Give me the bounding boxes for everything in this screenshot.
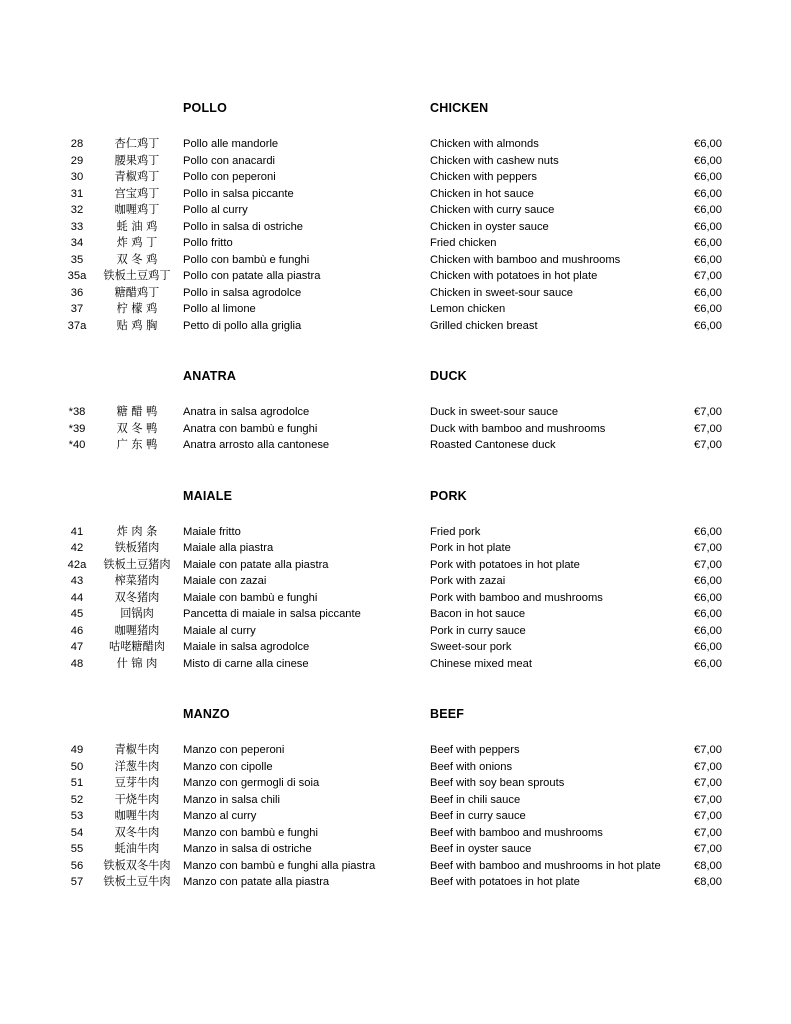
item-name-chinese: 贴 鸡 胸 (116, 318, 158, 332)
item-price: €6,00 (694, 171, 722, 183)
item-name-english: Chicken with bamboo and mushrooms (430, 253, 621, 266)
item-name-english: Duck with bamboo and mushrooms (430, 422, 606, 435)
menu-item-row (0, 590, 791, 607)
item-price: €7,00 (694, 406, 722, 418)
item-name-chinese: 咕咾糖醋肉 (109, 640, 165, 653)
item-number: 45 (70, 608, 84, 620)
item-name-italian: Pancetta di maiale in salsa piccante (183, 608, 361, 620)
section-title-italian: ANATRA (183, 369, 237, 383)
item-price: €6,00 (694, 253, 722, 266)
item-price: €6,00 (694, 641, 722, 653)
item-name-english: Sweet-sour pork (430, 641, 512, 653)
item-number: 51 (70, 777, 84, 789)
item-name-italian: Pollo con patate alla piastra (183, 270, 321, 282)
menu-section-maiale (0, 488, 791, 673)
item-price: €7,00 (694, 439, 722, 451)
item-name-chinese: 炸 肉 条 (116, 524, 158, 538)
item-name-english: Chicken in oyster sauce (430, 220, 549, 233)
item-name-chinese: 柠 檬 鸡 (116, 302, 158, 315)
item-number: 48 (70, 657, 84, 670)
item-number: 42 (70, 542, 84, 554)
menu-item-row (0, 858, 791, 875)
item-name-italian: Anatra con bambù e funghi (183, 422, 318, 435)
item-name-chinese: 铁板猪肉 (114, 541, 160, 554)
menu-item-row (0, 874, 791, 891)
item-number: *40 (68, 439, 86, 451)
item-number: 41 (70, 525, 84, 538)
item-number: 43 (70, 575, 84, 587)
item-name-english: Fried chicken (430, 237, 497, 249)
item-name-italian: Manzo al curry (183, 810, 257, 822)
menu-section-anatra (0, 368, 791, 454)
menu-item-row (0, 606, 791, 623)
item-name-chinese: 铁板土豆鸡丁 (103, 269, 171, 282)
section-spacer (0, 334, 791, 368)
item-price: €7,00 (694, 270, 722, 282)
menu-item-row (0, 153, 791, 170)
item-name-english: Beef with potatoes in hot plate (430, 876, 580, 888)
section-spacer (0, 672, 791, 706)
menu-item-row (0, 742, 791, 759)
menu-item-row (0, 219, 791, 236)
item-number: 36 (70, 286, 84, 299)
menu-item-row (0, 169, 791, 186)
item-name-italian: Pollo al curry (183, 204, 248, 216)
section-header (0, 100, 791, 122)
item-name-italian: Maiale con bambù e funghi (183, 591, 318, 604)
item-name-english: Beef with onions (430, 760, 513, 773)
item-name-chinese: 豆芽牛肉 (114, 776, 160, 789)
item-name-italian: Manzo in salsa di ostriche (183, 843, 312, 855)
item-name-chinese: 洋葱牛肉 (114, 759, 160, 773)
item-name-italian: Petto di pollo alla griglia (183, 319, 302, 332)
item-name-italian: Pollo in salsa piccante (183, 187, 294, 200)
item-name-italian: Manzo con patate alla piastra (183, 876, 330, 888)
menu-item-row (0, 285, 791, 302)
item-name-english: Pork with zazai (430, 575, 506, 587)
section-title-italian: POLLO (183, 101, 228, 115)
item-price: €6,00 (694, 220, 722, 233)
item-name-english: Chicken in sweet-sour sauce (430, 286, 574, 299)
item-number: 52 (70, 793, 84, 806)
item-name-chinese: 糖 醋 鸭 (116, 405, 158, 418)
item-name-italian: Maiale con patate alla piastra (183, 558, 329, 571)
item-number: 49 (70, 744, 84, 756)
item-number: 33 (70, 220, 84, 233)
item-price: €6,00 (694, 286, 722, 299)
item-name-italian: Maiale in salsa agrodolce (183, 641, 310, 653)
item-name-english: Beef with bamboo and mushrooms (430, 826, 603, 839)
item-number: 46 (70, 624, 84, 637)
item-price: €8,00 (694, 876, 722, 888)
menu-item-row (0, 808, 791, 825)
item-name-italian: Anatra in salsa agrodolce (183, 406, 310, 418)
item-name-chinese: 杏仁鸡丁 (114, 137, 160, 150)
item-number: 47 (70, 641, 84, 653)
menu-section-pollo (0, 100, 791, 334)
item-name-italian: Anatra arrosto alla cantonese (183, 439, 330, 451)
item-name-english: Chicken in hot sauce (430, 187, 534, 200)
item-name-chinese: 咖喱猪肉 (114, 623, 160, 637)
item-name-chinese: 回锅肉 (120, 607, 154, 620)
item-number: 29 (70, 154, 84, 167)
item-name-english: Fried pork (430, 525, 481, 538)
menu-item-row (0, 557, 791, 574)
item-name-chinese: 咖喱牛肉 (114, 809, 160, 822)
menu-section-manzo (0, 706, 791, 891)
item-name-italian: Maiale fritto (183, 525, 241, 538)
menu-item-row (0, 252, 791, 269)
item-name-italian: Maiale con zazai (183, 575, 267, 587)
item-price: €6,00 (694, 591, 722, 604)
item-name-english: Chicken with curry sauce (430, 204, 555, 216)
item-name-chinese: 干烧牛肉 (114, 792, 160, 806)
item-price: €7,00 (694, 744, 722, 756)
section-title-italian: MAIALE (183, 488, 233, 503)
section-title-english: PORK (430, 488, 467, 503)
item-name-italian: Pollo in salsa di ostriche (183, 220, 304, 233)
item-name-chinese: 广 东 鸭 (116, 438, 158, 451)
item-price: €7,00 (694, 810, 722, 822)
menu-item-row (0, 202, 791, 219)
item-name-italian: Pollo in salsa agrodolce (183, 286, 302, 299)
item-name-chinese: 榨菜猪肉 (114, 574, 160, 587)
item-name-italian: Manzo con cipolle (183, 760, 273, 773)
item-name-chinese: 什 锦 肉 (116, 656, 158, 670)
item-number: 37 (70, 303, 84, 315)
menu-item-row (0, 792, 791, 809)
item-name-italian: Manzo con germogli di soia (183, 777, 320, 789)
item-name-english: Beef in chili sauce (430, 793, 521, 806)
item-name-english: Beef with soy bean sprouts (430, 777, 565, 789)
menu-item-list (0, 742, 791, 891)
item-name-english: Bacon in hot sauce (430, 608, 526, 620)
item-name-english: Beef in oyster sauce (430, 843, 532, 855)
menu-item-list (0, 404, 791, 454)
item-name-chinese: 铁板双冬牛肉 (103, 858, 171, 872)
menu-item-row (0, 841, 791, 858)
item-name-italian: Manzo con bambù e funghi (183, 826, 318, 839)
item-name-italian: Misto di carne alla cinese (183, 657, 309, 670)
section-header (0, 488, 791, 510)
item-price: €6,00 (694, 187, 722, 200)
item-name-english: Roasted Cantonese duck (430, 439, 556, 451)
section-title-english: CHICKEN (430, 101, 489, 115)
menu-item-row (0, 404, 791, 421)
section-title-english: BEEF (430, 707, 465, 721)
item-name-english: Chicken with peppers (430, 171, 537, 183)
item-name-chinese: 咖喱鸡丁 (114, 203, 160, 216)
menu-item-row (0, 301, 791, 318)
item-price: €6,00 (694, 204, 722, 216)
item-number: 37a (67, 319, 87, 332)
item-name-chinese: 蚝 油 鸡 (116, 219, 158, 233)
item-price: €6,00 (694, 237, 722, 249)
menu-item-list (0, 136, 791, 334)
item-name-chinese: 双 冬 鸭 (116, 421, 158, 435)
menu-item-row (0, 235, 791, 252)
item-number: 28 (70, 138, 84, 150)
item-name-english: Chicken with potatoes in hot plate (430, 270, 598, 282)
item-number: 31 (70, 187, 84, 200)
section-header (0, 368, 791, 390)
menu-item-row (0, 540, 791, 557)
section-spacer (0, 454, 791, 488)
item-price: €6,00 (694, 303, 722, 315)
item-number: 42a (67, 558, 87, 571)
menu-item-row (0, 136, 791, 153)
item-name-english: Pork in curry sauce (430, 624, 526, 637)
menu-item-row (0, 421, 791, 438)
item-name-english: Pork with potatoes in hot plate (430, 558, 580, 571)
item-name-italian: Pollo alle mandorle (183, 138, 279, 150)
item-name-chinese: 宫宝鸡丁 (114, 186, 160, 200)
item-number: 53 (70, 810, 84, 822)
item-number: 57 (70, 876, 84, 888)
item-number: 56 (70, 859, 84, 872)
item-name-italian: Pollo fritto (183, 237, 233, 249)
item-name-chinese: 蚝油牛肉 (114, 842, 160, 855)
item-price: €6,00 (694, 657, 722, 670)
item-price: €7,00 (694, 558, 722, 571)
item-name-chinese: 铁板土豆猪肉 (103, 557, 171, 571)
item-price: €6,00 (694, 319, 722, 332)
item-number: 35a (67, 270, 87, 282)
item-name-italian: Pollo con anacardi (183, 154, 276, 167)
item-number: 34 (70, 237, 84, 249)
menu-item-row (0, 775, 791, 792)
item-name-chinese: 青椒鸡丁 (114, 170, 160, 183)
item-name-italian: Manzo con bambù e funghi alla piastra (183, 859, 376, 872)
item-name-english: Pork in hot plate (430, 542, 511, 554)
item-name-italian: Pollo con bambù e funghi (183, 253, 310, 266)
item-price: €6,00 (694, 138, 722, 150)
item-number: 32 (70, 204, 84, 216)
section-header (0, 706, 791, 728)
item-name-chinese: 双冬牛肉 (114, 825, 160, 839)
item-price: €7,00 (694, 422, 722, 435)
item-name-italian: Maiale alla piastra (183, 542, 274, 554)
item-name-english: Chinese mixed meat (430, 657, 532, 670)
menu-item-row (0, 437, 791, 454)
item-name-chinese: 铁板土豆牛肉 (103, 875, 171, 888)
item-price: €6,00 (694, 575, 722, 587)
item-price: €6,00 (694, 525, 722, 538)
item-price: €7,00 (694, 843, 722, 855)
item-name-english: Beef with peppers (430, 744, 520, 756)
item-name-chinese: 炸 鸡 丁 (116, 236, 158, 249)
item-name-italian: Pollo al limone (183, 303, 256, 315)
item-number: *38 (68, 406, 86, 418)
item-price: €7,00 (694, 777, 722, 789)
menu-item-row (0, 524, 791, 541)
item-name-english: Chicken with cashew nuts (430, 154, 559, 167)
item-name-english: Chicken with almonds (430, 138, 539, 150)
menu-item-list (0, 524, 791, 673)
item-price: €6,00 (694, 624, 722, 637)
menu-item-row (0, 268, 791, 285)
item-number: 54 (70, 826, 84, 839)
item-name-italian: Pollo con peperoni (183, 171, 276, 183)
item-name-italian: Manzo in salsa chili (183, 793, 281, 806)
item-name-english: Duck in sweet-sour sauce (430, 406, 559, 418)
item-name-chinese: 青椒牛肉 (114, 743, 160, 756)
menu-item-row (0, 573, 791, 590)
menu-item-row (0, 825, 791, 842)
item-price: €6,00 (694, 154, 722, 167)
section-title-english: DUCK (430, 369, 467, 383)
item-price: €7,00 (694, 826, 722, 839)
menu-item-row (0, 639, 791, 656)
item-name-chinese: 双 冬 鸡 (116, 252, 158, 266)
item-number: 35 (70, 253, 84, 266)
item-name-italian: Manzo con peperoni (183, 744, 285, 756)
item-name-english: Grilled chicken breast (430, 319, 538, 332)
item-name-english: Lemon chicken (430, 303, 506, 315)
item-price: €6,00 (694, 608, 722, 620)
item-name-english: Pork with bamboo and mushrooms (430, 591, 603, 604)
item-name-chinese: 双冬猪肉 (114, 590, 160, 604)
item-price: €7,00 (694, 760, 722, 773)
section-title-italian: MANZO (183, 707, 230, 721)
menu-item-row (0, 186, 791, 203)
item-name-english: Beef in curry sauce (430, 810, 526, 822)
menu-item-row (0, 318, 791, 335)
item-number: *39 (68, 422, 86, 435)
item-number: 30 (70, 171, 84, 183)
item-number: 50 (70, 760, 84, 773)
item-number: 44 (70, 591, 84, 604)
item-name-chinese: 糖醋鸡丁 (114, 285, 160, 299)
item-number: 55 (70, 843, 84, 855)
item-price: €7,00 (694, 793, 722, 806)
menu-item-row (0, 656, 791, 673)
item-name-chinese: 腰果鸡丁 (114, 153, 160, 167)
menu-item-row (0, 759, 791, 776)
item-name-english: Beef with bamboo and mushrooms in hot plate (430, 859, 661, 872)
menu-item-row (0, 623, 791, 640)
item-price: €7,00 (694, 542, 722, 554)
item-price: €8,00 (694, 859, 722, 872)
item-name-italian: Maiale al curry (183, 624, 256, 637)
